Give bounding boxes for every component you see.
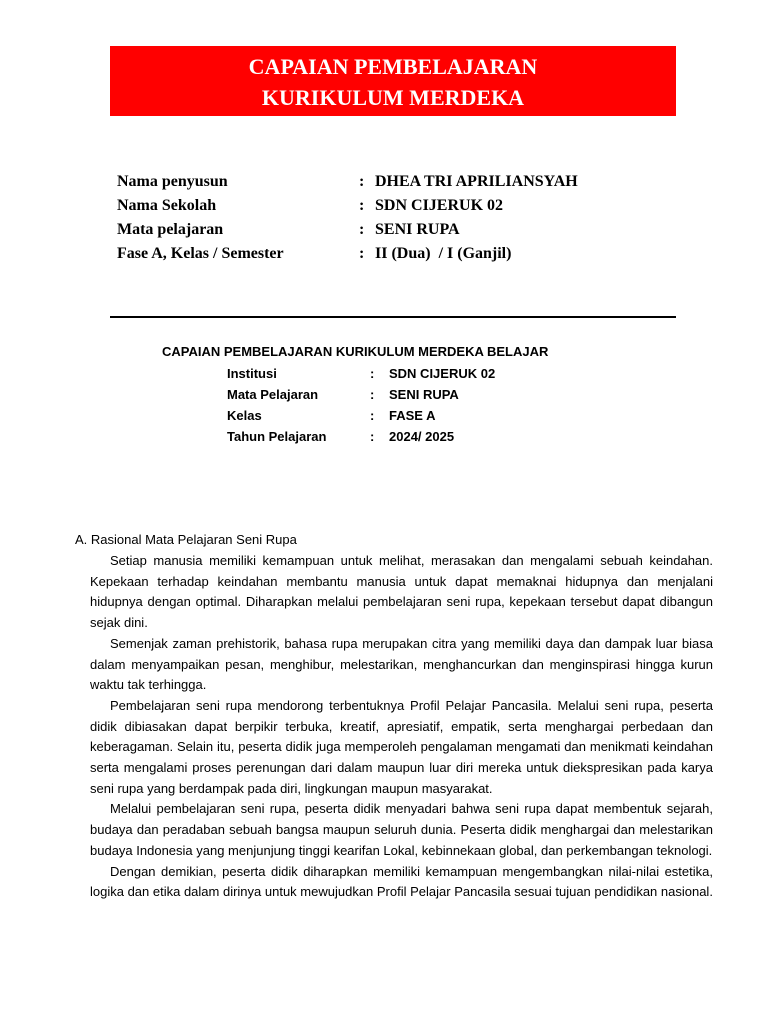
sub-header-title: CAPAIAN PEMBELAJARAN KURIKULUM MERDEKA BELAJAR <box>162 344 549 359</box>
sub-row-institution <box>227 363 495 384</box>
document-title-line-1: CAPAIAN PEMBELAJARAN <box>248 54 538 79</box>
info-label: Fase A, Kelas / Semester <box>117 245 284 262</box>
body-paragraph: Melalui pembelajaran seni rupa, peserta didik menyadari bahwa seni rupa dapat membentuk sejarah, budaya dan peradaban sebuah bangsa maupun seluruh dunia. Peserta didik menghargai dan melestarikan budaya Indonesia yang menjunjung tinggi kearifan Lokal, kebinnekaan global, dan perkembangan teknologi. <box>90 801 713 858</box>
sub-label: Tahun Pelajaran <box>227 429 327 444</box>
body-paragraph: Semenjak zaman prehistorik, bahasa rupa merupakan citra yang memiliki daya dan dampak luar biasa dalam menyampaikan pesan, menghibur, melestarikan, menghancurkan dan menginspirasi hingga kurun waktu tak terhingga. <box>90 635 713 693</box>
sub-header-table <box>227 363 495 447</box>
info-colon: : <box>359 173 365 190</box>
sub-value: 2024/ 2025 <box>389 429 455 444</box>
sub-row-class <box>227 405 495 426</box>
sub-row-subject <box>227 384 495 405</box>
info-label: Nama Sekolah <box>117 197 217 214</box>
sub-label: Kelas <box>227 408 262 423</box>
document-title-line-2: KURIKULUM MERDEKA <box>261 85 525 110</box>
info-label: Mata pelajaran <box>117 221 224 238</box>
sub-colon: : <box>370 387 375 402</box>
info-value: SENI RUPA <box>375 221 460 238</box>
sub-colon: : <box>370 429 375 444</box>
info-row-school <box>117 194 578 218</box>
sub-value: SENI RUPA <box>389 387 459 402</box>
info-row-subject <box>117 218 578 242</box>
info-row-author <box>117 170 578 194</box>
body-paragraph: Setiap manusia memiliki kemampuan untuk melihat, merasakan dan mengalami sebuah keindahan. Kepekaan terhadap keindahan membantu manusia untuk dapat memaknai hidupnya dan menjalani hidupnya dengan optimal. Diharapkan melalui pembelajaran seni rupa, kepekaan tersebut dapat dibangun sejak dini. <box>90 553 713 631</box>
sub-colon: : <box>370 366 375 381</box>
section-body <box>90 551 713 903</box>
author-info-table <box>117 170 578 266</box>
horizontal-divider <box>110 316 676 318</box>
body-paragraph: Dengan demikian, peserta didik diharapkan memiliki kemampuan mengembangkan nilai-nilai estetika, logika dan etika dalam dirinya untuk mewujudkan Profil Pelajar Pancasila sesuai tujuan pendidikan nasional. <box>90 863 713 900</box>
sub-value: SDN CIJERUK 02 <box>389 366 496 381</box>
section-heading: A. Rasional Mata Pelajaran Seni Rupa <box>75 532 297 547</box>
sub-label: Institusi <box>227 366 277 381</box>
document-title-banner <box>110 46 676 116</box>
body-paragraph: Pembelajaran seni rupa mendorong terbentuknya Profil Pelajar Pancasila. Melalui seni rupa, peserta didik dibiasakan dapat berpikir terbuka, kreatif, apresiatif, empatik, serta menghargai perbedaan dan keberagaman. Selain itu, peserta didik juga memperoleh pengalaman mengamati dan menikmati keindahan serta mengalami proses perenungan dari dalam maupun luar diri mereka untuk diekspresikan pada karya seni rupa yang berdampak pada diri, lingkungan maupun masyarakat. <box>90 697 713 796</box>
info-value: SDN CIJERUK 02 <box>375 197 504 214</box>
info-colon: : <box>359 221 365 238</box>
info-label: Nama penyusun <box>117 173 228 190</box>
info-value: DHEA TRI APRILIANSYAH <box>375 173 578 190</box>
sub-colon: : <box>370 408 375 423</box>
sub-label: Mata Pelajaran <box>227 387 319 402</box>
sub-value: FASE A <box>389 408 436 423</box>
sub-row-academic-year <box>227 426 495 447</box>
info-colon: : <box>359 245 365 262</box>
info-colon: : <box>359 197 365 214</box>
info-value: II (Dua) / I (Ganjil) <box>375 245 512 262</box>
info-row-phase-class-semester <box>117 242 578 266</box>
